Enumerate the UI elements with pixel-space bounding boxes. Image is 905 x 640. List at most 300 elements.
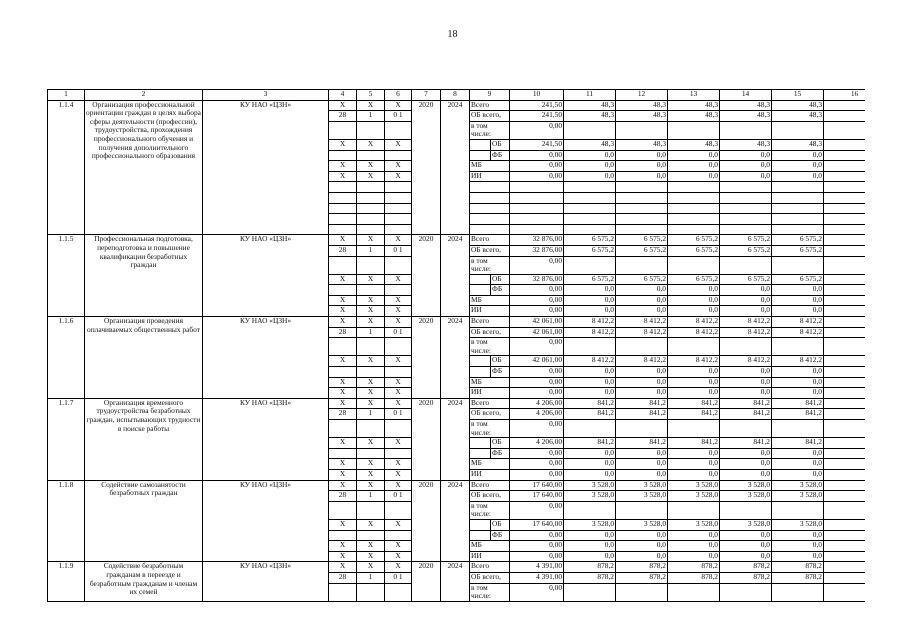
- budget-code: Х: [385, 551, 412, 562]
- year-value: [668, 420, 720, 438]
- notes-cell: [824, 295, 865, 306]
- year-value: [668, 338, 720, 356]
- funding-source: МБ: [470, 541, 510, 552]
- funding-source: ОБ: [491, 519, 510, 530]
- funding-source: ИИ: [470, 306, 510, 317]
- budget-code: 28: [329, 327, 357, 338]
- budget-code: 1: [357, 245, 385, 256]
- funding-source: МБ: [470, 377, 510, 388]
- budget-code: [357, 420, 385, 438]
- budget-table-wrapper: [47, 89, 865, 602]
- budget-code: 0 1: [385, 572, 412, 583]
- year-value: 841,2: [772, 398, 824, 409]
- total-value: 42 061,00: [510, 327, 564, 338]
- total-value: 0,00: [510, 501, 564, 519]
- end-year: 2024: [441, 235, 470, 317]
- year-value: 0,0: [616, 150, 668, 161]
- total-value: 0,00: [510, 377, 564, 388]
- year-value: 3 528,0: [772, 491, 824, 502]
- year-value: [720, 256, 772, 274]
- year-value: 0,0: [564, 469, 616, 480]
- budget-code: Х: [329, 171, 357, 182]
- notes-cell: [824, 100, 865, 111]
- year-value: 0,0: [668, 448, 720, 459]
- year-value: 0,0: [668, 377, 720, 388]
- notes-cell: [824, 224, 865, 235]
- header-cell: 7: [412, 90, 441, 101]
- year-value: 0,0: [616, 367, 668, 378]
- budget-code: Х: [357, 171, 385, 182]
- header-cell: 12: [616, 90, 668, 101]
- row-number: 1.1.8: [48, 480, 85, 562]
- year-value: 6 575,2: [772, 235, 824, 246]
- budget-code: Х: [385, 356, 412, 367]
- notes-cell: [824, 245, 865, 256]
- budget-code: [385, 530, 412, 541]
- budget-code: Х: [385, 161, 412, 172]
- funding-source: Всего: [470, 480, 510, 491]
- year-value: 8 412,2: [772, 356, 824, 367]
- year-value: [772, 121, 824, 139]
- funding-source: ИИ: [470, 551, 510, 562]
- year-value: 0,0: [668, 469, 720, 480]
- year-value: [616, 338, 668, 356]
- total-value: 32 876,00: [510, 245, 564, 256]
- source-indent: [470, 519, 491, 530]
- year-value: 6 575,2: [720, 274, 772, 285]
- notes-cell: [824, 203, 865, 214]
- year-value: 841,2: [668, 409, 720, 420]
- header-cell: 6: [385, 90, 412, 101]
- year-value: 878,2: [564, 562, 616, 573]
- header-cell: 5: [357, 90, 385, 101]
- year-value: 0,0: [720, 367, 772, 378]
- year-value: 3 528,0: [668, 480, 720, 491]
- year-value: 841,2: [616, 409, 668, 420]
- notes-cell: [824, 420, 865, 438]
- start-year: 2020: [412, 480, 441, 562]
- budget-code: 1: [357, 327, 385, 338]
- notes-cell: [824, 150, 865, 161]
- year-value: [668, 192, 720, 203]
- budget-code: [357, 192, 385, 203]
- budget-code: Х: [357, 459, 385, 470]
- row-number: 1.1.6: [48, 317, 85, 399]
- year-value: [772, 214, 824, 225]
- funding-source: ОБ всего,: [470, 111, 510, 122]
- end-year: 2024: [441, 317, 470, 399]
- funding-source: в том числе:: [470, 420, 510, 438]
- notes-cell: [824, 274, 865, 285]
- funding-source: МБ: [470, 161, 510, 172]
- year-value: 8 412,2: [772, 317, 824, 328]
- year-value: 0,0: [616, 541, 668, 552]
- budget-code: Х: [385, 541, 412, 552]
- year-value: 48,3: [720, 111, 772, 122]
- total-value: 0,00: [510, 420, 564, 438]
- budget-code: [329, 448, 357, 459]
- year-value: 0,0: [772, 367, 824, 378]
- year-value: [616, 182, 668, 193]
- total-value: 0,00: [510, 295, 564, 306]
- funding-source: ОБ: [491, 139, 510, 150]
- funding-source: в том числе:: [470, 338, 510, 356]
- total-value: 32 876,00: [510, 235, 564, 246]
- budget-code: [385, 192, 412, 203]
- budget-code: Х: [357, 519, 385, 530]
- budget-code: [357, 214, 385, 225]
- total-value: 0,00: [510, 256, 564, 274]
- total-value: 0,00: [510, 121, 564, 139]
- year-value: [616, 214, 668, 225]
- budget-code: [329, 182, 357, 193]
- year-value: 48,3: [616, 111, 668, 122]
- budget-code: Х: [357, 161, 385, 172]
- year-value: 6 575,2: [564, 274, 616, 285]
- budget-code: [385, 203, 412, 214]
- total-value: 0,00: [510, 541, 564, 552]
- budget-code: [385, 256, 412, 274]
- year-value: 6 575,2: [616, 274, 668, 285]
- year-value: 8 412,2: [668, 327, 720, 338]
- year-value: 8 412,2: [616, 356, 668, 367]
- notes-cell: [824, 235, 865, 246]
- year-value: 0,0: [564, 171, 616, 182]
- budget-code: [357, 530, 385, 541]
- year-value: 48,3: [772, 111, 824, 122]
- year-value: 0,0: [772, 306, 824, 317]
- year-value: 3 528,0: [616, 519, 668, 530]
- notes-cell: [824, 480, 865, 491]
- year-value: [616, 121, 668, 139]
- budget-code: [385, 121, 412, 139]
- year-value: 48,3: [720, 139, 772, 150]
- year-value: [668, 224, 720, 235]
- year-value: [668, 214, 720, 225]
- budget-code: [329, 530, 357, 541]
- year-value: 8 412,2: [564, 327, 616, 338]
- end-year: 2024: [441, 562, 470, 601]
- budget-code: [357, 338, 385, 356]
- budget-code: 0 1: [385, 111, 412, 122]
- funding-source: ОБ всего,: [470, 491, 510, 502]
- budget-code: [329, 501, 357, 519]
- source-indent: [470, 448, 491, 459]
- budget-code: Х: [329, 100, 357, 111]
- table-row: [48, 100, 866, 111]
- table-row: [48, 562, 866, 573]
- header-row: [48, 90, 866, 101]
- notes-cell: [824, 519, 865, 530]
- row-number: 1.1.5: [48, 235, 85, 317]
- year-value: 0,0: [720, 295, 772, 306]
- header-cell: 13: [668, 90, 720, 101]
- year-value: 878,2: [668, 562, 720, 573]
- budget-code: [357, 150, 385, 161]
- total-value: 0,00: [510, 306, 564, 317]
- notes-cell: [824, 214, 865, 225]
- total-value: 0,00: [510, 530, 564, 541]
- year-value: [616, 256, 668, 274]
- executor: КУ НАО «ЦЗН»: [203, 562, 329, 601]
- year-value: [720, 121, 772, 139]
- funding-source: в том числе:: [470, 121, 510, 139]
- year-value: [564, 182, 616, 193]
- budget-code: Х: [329, 306, 357, 317]
- year-value: 0,0: [720, 388, 772, 399]
- budget-code: Х: [357, 541, 385, 552]
- total-value: 4 206,00: [510, 409, 564, 420]
- notes-cell: [824, 530, 865, 541]
- year-value: 0,0: [720, 285, 772, 296]
- total-value: 17 640,00: [510, 519, 564, 530]
- notes-cell: [824, 551, 865, 562]
- budget-code: Х: [385, 306, 412, 317]
- budget-code: Х: [357, 377, 385, 388]
- funding-source: ОБ всего,: [470, 245, 510, 256]
- header-cell: 3: [203, 90, 329, 101]
- year-value: [720, 583, 772, 601]
- year-value: 0,0: [720, 306, 772, 317]
- total-value: 0,00: [510, 171, 564, 182]
- year-value: 0,0: [772, 150, 824, 161]
- year-value: 0,0: [564, 530, 616, 541]
- start-year: 2020: [412, 235, 441, 317]
- year-value: 6 575,2: [616, 245, 668, 256]
- budget-code: [329, 338, 357, 356]
- year-value: 48,3: [668, 139, 720, 150]
- source-indent: [470, 139, 491, 150]
- year-value: 6 575,2: [616, 235, 668, 246]
- year-value: 0,0: [720, 377, 772, 388]
- budget-table: [47, 89, 865, 602]
- year-value: 0,0: [720, 469, 772, 480]
- year-value: 0,0: [564, 377, 616, 388]
- funding-source: в том числе:: [470, 256, 510, 274]
- budget-code: Х: [385, 235, 412, 246]
- notes-cell: [824, 111, 865, 122]
- notes-cell: [824, 448, 865, 459]
- notes-cell: [824, 256, 865, 274]
- year-value: 3 528,0: [616, 491, 668, 502]
- total-value: [510, 224, 564, 235]
- budget-code: Х: [385, 274, 412, 285]
- budget-code: Х: [357, 295, 385, 306]
- budget-code: Х: [329, 469, 357, 480]
- notes-cell: [824, 171, 865, 182]
- funding-source: ФБ: [491, 448, 510, 459]
- year-value: [668, 182, 720, 193]
- year-value: 841,2: [564, 398, 616, 409]
- year-value: [772, 192, 824, 203]
- year-value: 0,0: [564, 459, 616, 470]
- notes-cell: [824, 306, 865, 317]
- year-value: [668, 203, 720, 214]
- year-value: [772, 420, 824, 438]
- year-value: [772, 583, 824, 601]
- year-value: [564, 420, 616, 438]
- year-value: 6 575,2: [720, 235, 772, 246]
- year-value: 0,0: [772, 469, 824, 480]
- year-value: 841,2: [772, 438, 824, 449]
- header-cell: 1: [48, 90, 85, 101]
- year-value: 0,0: [616, 530, 668, 541]
- total-value: 42 061,00: [510, 317, 564, 328]
- year-value: [564, 121, 616, 139]
- year-value: 8 412,2: [616, 327, 668, 338]
- year-value: [668, 121, 720, 139]
- funding-source: ОБ всего,: [470, 409, 510, 420]
- year-value: [616, 224, 668, 235]
- year-value: 0,0: [564, 150, 616, 161]
- budget-code: Х: [385, 519, 412, 530]
- notes-cell: [824, 192, 865, 203]
- year-value: 878,2: [772, 572, 824, 583]
- total-value: 4 391,00: [510, 572, 564, 583]
- budget-code: 28: [329, 572, 357, 583]
- notes-cell: [824, 182, 865, 193]
- year-value: 8 412,2: [772, 327, 824, 338]
- year-value: 3 528,0: [564, 491, 616, 502]
- year-value: 3 528,0: [720, 519, 772, 530]
- year-value: [720, 203, 772, 214]
- total-value: [510, 192, 564, 203]
- funding-source: ОБ: [491, 438, 510, 449]
- year-value: 0,0: [668, 551, 720, 562]
- year-value: [772, 338, 824, 356]
- funding-source: ФБ: [491, 367, 510, 378]
- year-value: 3 528,0: [720, 491, 772, 502]
- budget-code: Х: [385, 438, 412, 449]
- total-value: 241,50: [510, 100, 564, 111]
- year-value: 0,0: [564, 161, 616, 172]
- budget-code: Х: [385, 295, 412, 306]
- total-value: 241,50: [510, 111, 564, 122]
- year-value: 48,3: [772, 139, 824, 150]
- total-value: [510, 203, 564, 214]
- total-value: 4 391,00: [510, 562, 564, 573]
- year-value: 878,2: [564, 572, 616, 583]
- total-value: 0,00: [510, 285, 564, 296]
- budget-code: [385, 285, 412, 296]
- year-value: 0,0: [616, 306, 668, 317]
- budget-code: [329, 367, 357, 378]
- budget-code: Х: [329, 519, 357, 530]
- year-value: 0,0: [720, 551, 772, 562]
- year-value: 878,2: [772, 562, 824, 573]
- notes-cell: [824, 562, 865, 573]
- year-value: 8 412,2: [564, 317, 616, 328]
- budget-code: Х: [385, 459, 412, 470]
- header-cell: 15: [772, 90, 824, 101]
- year-value: [720, 224, 772, 235]
- total-value: 42 061,00: [510, 356, 564, 367]
- end-year: 2024: [441, 480, 470, 562]
- year-value: [564, 192, 616, 203]
- year-value: 841,2: [772, 409, 824, 420]
- year-value: 0,0: [772, 171, 824, 182]
- year-value: 0,0: [668, 150, 720, 161]
- budget-code: Х: [329, 388, 357, 399]
- budget-code: 28: [329, 245, 357, 256]
- executor: КУ НАО «ЦЗН»: [203, 398, 329, 480]
- budget-code: Х: [329, 235, 357, 246]
- budget-code: Х: [385, 377, 412, 388]
- year-value: 841,2: [668, 398, 720, 409]
- year-value: 48,3: [564, 139, 616, 150]
- year-value: 3 528,0: [772, 519, 824, 530]
- budget-code: 1: [357, 572, 385, 583]
- year-value: 878,2: [616, 572, 668, 583]
- page-number: 18: [447, 29, 458, 40]
- table-row: [48, 235, 866, 246]
- year-value: 6 575,2: [564, 245, 616, 256]
- total-value: 0,00: [510, 583, 564, 601]
- year-value: 48,3: [668, 100, 720, 111]
- year-value: [720, 420, 772, 438]
- year-value: 0,0: [772, 377, 824, 388]
- budget-code: Х: [329, 161, 357, 172]
- source-indent: [470, 274, 491, 285]
- budget-code: Х: [329, 274, 357, 285]
- total-value: 0,00: [510, 459, 564, 470]
- budget-code: [357, 256, 385, 274]
- budget-code: Х: [385, 388, 412, 399]
- budget-code: [357, 583, 385, 601]
- total-value: 17 640,00: [510, 491, 564, 502]
- notes-cell: [824, 541, 865, 552]
- source-indent: [470, 150, 491, 161]
- budget-code: [329, 150, 357, 161]
- budget-code: [329, 214, 357, 225]
- total-value: 0,00: [510, 367, 564, 378]
- table-row: [48, 398, 866, 409]
- funding-source: ОБ всего,: [470, 572, 510, 583]
- activity-name: Содействие безработным гражданам в переезде и безработным гражданам и членам их семей: [85, 562, 203, 601]
- budget-code: Х: [329, 541, 357, 552]
- budget-code: Х: [357, 551, 385, 562]
- budget-code: [357, 224, 385, 235]
- notes-cell: [824, 161, 865, 172]
- budget-code: [385, 420, 412, 438]
- row-number: 1.1.4: [48, 100, 85, 235]
- budget-code: Х: [357, 469, 385, 480]
- funding-source: ИИ: [470, 469, 510, 480]
- notes-cell: [824, 491, 865, 502]
- year-value: 3 528,0: [564, 480, 616, 491]
- funding-source: [470, 214, 510, 225]
- year-value: 0,0: [564, 285, 616, 296]
- year-value: 841,2: [616, 398, 668, 409]
- funding-source: [470, 192, 510, 203]
- table-row: [48, 480, 866, 491]
- start-year: 2020: [412, 562, 441, 601]
- year-value: 0,0: [564, 541, 616, 552]
- year-value: 0,0: [564, 551, 616, 562]
- total-value: 32 876,00: [510, 274, 564, 285]
- year-value: [772, 182, 824, 193]
- year-value: 0,0: [564, 448, 616, 459]
- notes-cell: [824, 317, 865, 328]
- year-value: 0,0: [668, 161, 720, 172]
- budget-code: Х: [357, 317, 385, 328]
- header-cell: 2: [85, 90, 203, 101]
- year-value: 878,2: [720, 562, 772, 573]
- budget-code: Х: [385, 100, 412, 111]
- year-value: [720, 214, 772, 225]
- notes-cell: [824, 469, 865, 480]
- funding-source: Всего: [470, 317, 510, 328]
